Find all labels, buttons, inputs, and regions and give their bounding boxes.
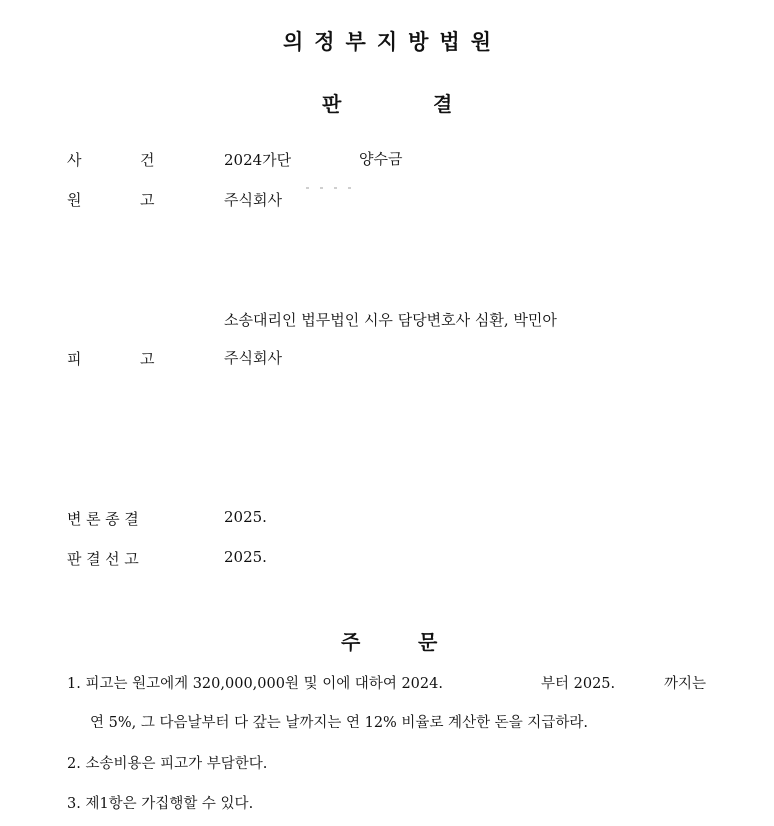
- case-number: 2024가단: [224, 151, 292, 169]
- order-heading-right: 문: [418, 630, 438, 654]
- court-name: 의정부지방법원: [282, 30, 502, 54]
- defendant-label-left: 피: [67, 350, 82, 368]
- document-title-right: 결: [433, 92, 453, 116]
- plaintiff-name: 주식회사: [224, 191, 282, 209]
- order-heading-left: 주: [341, 630, 361, 654]
- closing-date-label: 변론종결: [67, 510, 144, 528]
- judgment-date-label: 판결선고: [67, 550, 144, 568]
- closing-date-value: 2025.: [224, 508, 267, 526]
- case-label-right: 건: [140, 151, 155, 169]
- order-item-1-line-1c: 까지는: [664, 676, 707, 692]
- order-item-1-line-1b: 부터 2025.: [541, 676, 616, 692]
- case-name: 양수금: [359, 150, 403, 168]
- case-label-left: 사: [67, 151, 82, 169]
- plaintiff-label-left: 원: [67, 191, 82, 209]
- order-item-3: 3. 제1항은 가집행할 수 있다.: [67, 796, 254, 812]
- plaintiff-label-right: 고: [140, 191, 155, 209]
- judgment-date-value: 2025.: [224, 548, 267, 566]
- defendant-label-right: 고: [140, 350, 155, 368]
- order-item-1-line-2: 연 5%, 그 다음날부터 다 갚는 날까지는 연 12% 비율로 계산한 돈을 지급하라.: [90, 715, 588, 731]
- order-item-1-line-1a: 1. 피고는 원고에게 320,000,000원 및 이에 대하여 2024.: [67, 676, 443, 692]
- document-title-left: 판: [322, 92, 342, 116]
- plaintiff-counsel: 소송대리인 법무법인 시우 담당변호사 심환, 박민아: [224, 311, 557, 329]
- redaction-mark: [306, 187, 362, 189]
- order-item-2: 2. 소송비용은 피고가 부담한다.: [67, 756, 268, 772]
- defendant-name: 주식회사: [224, 349, 282, 367]
